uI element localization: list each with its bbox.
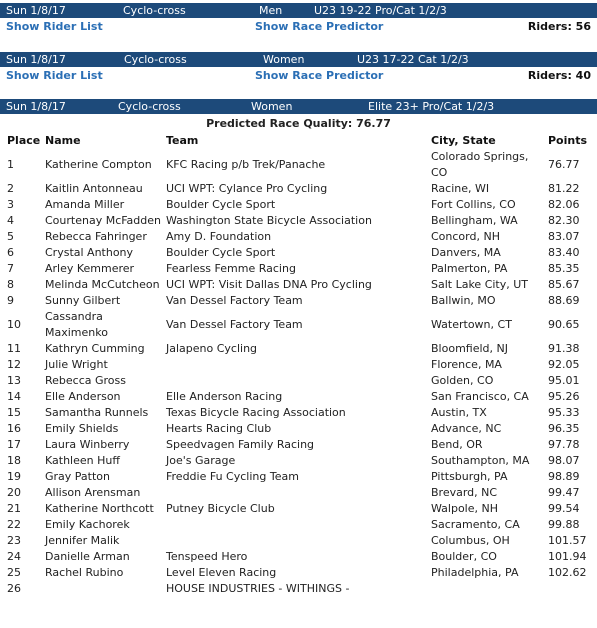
rider-place: 18: [7, 454, 21, 467]
table-row: [0, 453, 597, 469]
rider-name: Katherine Northcott: [45, 502, 154, 515]
rider-place: 12: [7, 358, 21, 371]
rider-points: 83.07: [548, 230, 580, 243]
rider-points: 83.40: [548, 246, 580, 259]
rider-place: 26: [7, 582, 21, 595]
race-date: Sun 1/8/17: [6, 4, 66, 17]
race-date: Sun 1/8/17: [6, 53, 66, 66]
rider-name: Sunny Gilbert: [45, 294, 121, 307]
rider-team: Van Dessel Factory Team: [166, 294, 303, 307]
table-header-row: [0, 131, 597, 149]
rider-team: Boulder Cycle Sport: [166, 246, 276, 259]
rider-team: [166, 485, 431, 501]
rider-place: 6: [7, 246, 14, 259]
rider-city: [431, 581, 548, 597]
rider-name: Courtenay McFadden: [45, 214, 162, 227]
rider-points: 95.26: [548, 390, 580, 403]
table-row: [0, 197, 597, 213]
rider-city: Florence, MA: [431, 358, 502, 371]
rider-name: Emily Kachorek: [45, 518, 130, 531]
rider-points: 96.35: [548, 422, 580, 435]
rider-place: 23: [7, 534, 21, 547]
rider-place: 2: [7, 182, 14, 195]
rider-name: [45, 581, 166, 597]
rider-place: 24: [7, 550, 21, 563]
col-name: Name: [45, 133, 81, 147]
rider-place: 10: [7, 318, 21, 331]
table-row: [0, 533, 597, 549]
rider-name: Danielle Arman: [45, 550, 130, 563]
rider-points: 81.22: [548, 182, 580, 195]
table-row: [0, 277, 597, 293]
rider-city: Fort Collins, CO: [431, 198, 516, 211]
table-row: [0, 293, 597, 309]
rider-name: Kathryn Cumming: [45, 342, 145, 355]
table-row: [0, 245, 597, 261]
col-place: Place: [7, 133, 41, 147]
rider-points: 85.35: [548, 262, 580, 275]
rider-city: Golden, CO: [431, 374, 494, 387]
rider-place: 15: [7, 406, 21, 419]
col-city: City, State: [431, 133, 496, 147]
table-row: [0, 389, 597, 405]
rider-points: 92.05: [548, 358, 580, 371]
rider-points: 98.89: [548, 470, 580, 483]
prediction-rows: [0, 149, 597, 597]
rider-points: 95.01: [548, 374, 580, 387]
table-row: [0, 469, 597, 485]
rider-team: KFC Racing p/b Trek/Panache: [166, 158, 326, 171]
rider-points: [548, 581, 597, 597]
rider-city: Colorado Springs, CO: [431, 150, 529, 179]
rider-place: 13: [7, 374, 21, 387]
rider-place: 5: [7, 230, 14, 243]
race-category: U23 17-22 Cat 1/2/3: [357, 53, 469, 66]
rider-team: Putney Bicycle Club: [166, 502, 275, 515]
rider-name: Kathleen Huff: [45, 454, 120, 467]
show-rider-list-link[interactable]: Show Rider List: [6, 69, 103, 82]
rider-city: Bend, OR: [431, 438, 483, 451]
rider-name: Samantha Runnels: [45, 406, 149, 419]
rider-points: 98.07: [548, 454, 580, 467]
rider-city: Racine, WI: [431, 182, 490, 195]
rider-name: Arley Kemmerer: [45, 262, 135, 275]
rider-points: 88.69: [548, 294, 580, 307]
rider-points: 95.33: [548, 406, 580, 419]
table-row: [0, 501, 597, 517]
rider-team: Van Dessel Factory Team: [166, 318, 303, 331]
rider-team: Texas Bicycle Racing Association: [166, 406, 346, 419]
race-info-bar: [0, 3, 597, 18]
rider-place: 21: [7, 502, 21, 515]
race-category: U23 19-22 Pro/Cat 1/2/3: [314, 4, 447, 17]
rider-points: 82.30: [548, 214, 580, 227]
rider-name: Gray Patton: [45, 470, 111, 483]
table-row: [0, 309, 597, 341]
rider-city: Philadelphia, PA: [431, 566, 519, 579]
rider-place: 19: [7, 470, 21, 483]
show-race-predictor-link[interactable]: Show Race Predictor: [255, 20, 384, 33]
rider-team: Amy D. Foundation: [166, 230, 272, 243]
rider-points: 85.67: [548, 278, 580, 291]
rider-place: 14: [7, 390, 21, 403]
race-info-bar: [0, 99, 597, 114]
rider-place: 3: [7, 198, 14, 211]
table-row: [0, 485, 597, 501]
rider-name: Laura Winberry: [45, 438, 130, 451]
rider-team: Elle Anderson Racing: [166, 390, 283, 403]
col-team: Team: [166, 133, 199, 147]
rider-city: Bloomfield, NJ: [431, 342, 508, 355]
rider-city: Ballwin, MO: [431, 294, 496, 307]
rider-place: 8: [7, 278, 14, 291]
race-discipline: Cyclo-cross: [124, 53, 187, 66]
rider-city: Boulder, CO: [431, 550, 497, 563]
table-row: [0, 373, 597, 389]
rider-team: Jalapeno Cycling: [166, 342, 258, 355]
rider-points: 82.06: [548, 198, 580, 211]
rider-points: 99.88: [548, 518, 580, 531]
rider-place: 20: [7, 486, 21, 499]
rider-place: 16: [7, 422, 21, 435]
race-links: [0, 67, 597, 85]
prediction-table: [0, 131, 597, 597]
race-gender: Women: [251, 100, 293, 113]
rider-points: 91.38: [548, 342, 580, 355]
rider-team: Hearts Racing Club: [166, 422, 272, 435]
show-rider-list-link[interactable]: Show Rider List: [6, 20, 103, 33]
predicted-race-quality: Predicted Race Quality: 76.77: [206, 117, 391, 130]
rider-points: 101.94: [548, 550, 587, 563]
rider-city: Advance, NC: [431, 422, 502, 435]
rider-city: Watertown, CT: [431, 318, 512, 331]
rider-name: Emily Shields: [45, 422, 119, 435]
rider-name: Rachel Rubino: [45, 566, 124, 579]
rider-city: Austin, TX: [431, 406, 487, 419]
rider-team: Boulder Cycle Sport: [166, 198, 276, 211]
race-gender: Women: [263, 53, 305, 66]
rider-team: HOUSE INDUSTRIES - WITHINGS -: [166, 582, 350, 595]
table-row: [0, 437, 597, 453]
rider-team: [166, 533, 431, 549]
table-row: [0, 341, 597, 357]
rider-city: Brevard, NC: [431, 486, 498, 499]
rider-name: Amanda Miller: [45, 198, 125, 211]
rider-team: Fearless Femme Racing: [166, 262, 296, 275]
rider-team: [166, 357, 431, 373]
rider-place: 9: [7, 294, 14, 307]
rider-city: Salt Lake City, UT: [431, 278, 529, 291]
rider-count: Riders: 40: [527, 69, 591, 82]
rider-team: UCI WPT: Cylance Pro Cycling: [166, 182, 328, 195]
race-gender: Men: [259, 4, 283, 17]
rider-place: 4: [7, 214, 14, 227]
race-info-bar: [0, 52, 597, 67]
rider-points: 76.77: [548, 158, 580, 171]
rider-points: 97.78: [548, 438, 580, 451]
rider-team: [166, 517, 431, 533]
rider-team: Tenspeed Hero: [166, 550, 248, 563]
rider-place: 25: [7, 566, 21, 579]
table-row: [0, 229, 597, 245]
race-discipline: Cyclo-cross: [118, 100, 181, 113]
rider-name: Crystal Anthony: [45, 246, 134, 259]
race-links: [0, 18, 597, 36]
rider-name: Rebecca Fahringer: [45, 230, 147, 243]
rider-place: 1: [7, 158, 14, 171]
rider-name: Julie Wright: [45, 358, 108, 371]
rider-city: San Francisco, CA: [431, 390, 529, 403]
rider-city: Bellingham, WA: [431, 214, 518, 227]
col-points: Points: [548, 133, 588, 147]
rider-team: Washington State Bicycle Association: [166, 214, 372, 227]
rider-points: 102.62: [548, 566, 587, 579]
table-row: [0, 565, 597, 581]
rider-name: Cassandra Maximenko: [45, 310, 108, 339]
race-discipline: Cyclo-cross: [123, 4, 186, 17]
show-race-predictor-link[interactable]: Show Race Predictor: [255, 69, 384, 82]
rider-city: Walpole, NH: [431, 502, 498, 515]
rider-place: 22: [7, 518, 21, 531]
rider-name: Kaitlin Antonneau: [45, 182, 143, 195]
rider-count: Riders: 56: [527, 20, 591, 33]
race-date: Sun 1/8/17: [6, 100, 66, 113]
rider-name: Jennifer Malik: [45, 534, 120, 547]
rider-place: 11: [7, 342, 21, 355]
table-row: [0, 149, 597, 181]
rider-place: 7: [7, 262, 14, 275]
rider-name: Rebecca Gross: [45, 374, 126, 387]
table-row: [0, 357, 597, 373]
rider-team: Freddie Fu Cycling Team: [166, 470, 299, 483]
rider-name: Katherine Compton: [45, 158, 152, 171]
rider-team: Speedvagen Family Racing: [166, 438, 315, 451]
rider-name: Elle Anderson: [45, 390, 121, 403]
rider-city: Palmerton, PA: [431, 262, 508, 275]
rider-city: Southampton, MA: [431, 454, 530, 467]
table-row: [0, 213, 597, 229]
table-row: [0, 549, 597, 565]
race-category: Elite 23+ Pro/Cat 1/2/3: [368, 100, 495, 113]
rider-team: [166, 373, 431, 389]
table-row: [0, 517, 597, 533]
rider-name: Allison Arensman: [45, 486, 141, 499]
table-row: [0, 581, 597, 597]
rider-city: Danvers, MA: [431, 246, 501, 259]
rider-team: Joe's Garage: [166, 454, 236, 467]
rider-city: Columbus, OH: [431, 534, 510, 547]
table-row: [0, 261, 597, 277]
rider-points: 90.65: [548, 318, 580, 331]
table-row: [0, 405, 597, 421]
rider-points: 99.47: [548, 486, 580, 499]
table-row: [0, 181, 597, 197]
rider-name: Melinda McCutcheon: [45, 278, 160, 291]
table-row: [0, 421, 597, 437]
rider-team: UCI WPT: Visit Dallas DNA Pro Cycling: [166, 278, 372, 291]
race-header-women-elite: [0, 99, 597, 131]
rider-place: 17: [7, 438, 21, 451]
race-header-men-u23: [0, 3, 597, 36]
rider-city: Concord, NH: [431, 230, 500, 243]
rider-points: 101.57: [548, 534, 587, 547]
rider-points: 99.54: [548, 502, 580, 515]
race-header-women-u23: [0, 52, 597, 85]
rider-city: Pittsburgh, PA: [431, 470, 508, 483]
rider-team: Level Eleven Racing: [166, 566, 277, 579]
rider-city: Sacramento, CA: [431, 518, 520, 531]
